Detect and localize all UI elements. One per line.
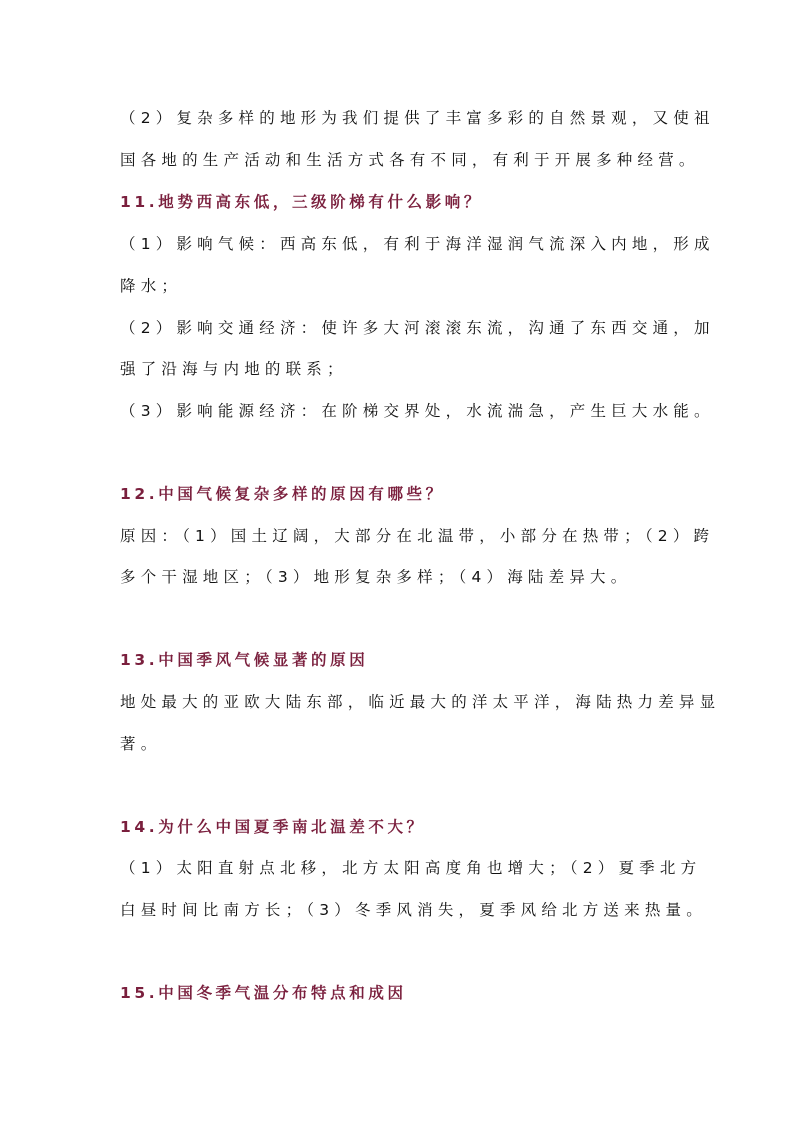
- paragraph-line: 原因：（1）国土辽阔，大部分在北温带，小部分在热带；（2）跨: [120, 527, 715, 545]
- section-heading: 14.为什么中国夏季南北温差不大？: [120, 818, 426, 836]
- paragraph-line: 著。: [120, 735, 162, 753]
- section-heading: 13.中国季风气候显著的原因: [120, 651, 369, 669]
- section-heading: 11.地势西高东低，三级阶梯有什么影响？: [120, 193, 483, 211]
- paragraph-line: （1）太阳直射点北移，北方太阳高度角也增大；（2）夏季北方: [120, 859, 702, 877]
- paragraph-line: 强了沿海与内地的联系；: [120, 360, 348, 378]
- paragraph-line: （2）复杂多样的地形为我们提供了丰富多彩的自然景观，又使祖: [120, 109, 715, 127]
- paragraph-line: 地处最大的亚欧大陆东部，临近最大的洋太平洋，海陆热力差异显: [120, 693, 721, 711]
- section-heading: 12.中国气候复杂多样的原因有哪些？: [120, 485, 445, 503]
- paragraph-line: 多个干湿地区；（3）地形复杂多样；（4）海陆差异大。: [120, 568, 632, 586]
- paragraph-line: （1）影响气候：西高东低，有利于海洋湿润气流深入内地，形成: [120, 235, 715, 253]
- paragraph-line: （2）影响交通经济：使许多大河滚滚东流，沟通了东西交通，加: [120, 319, 715, 337]
- paragraph-line: 降水；: [120, 277, 183, 295]
- paragraph-line: 白昼时间比南方长；（3）冬季风消失，夏季风给北方送来热量。: [120, 901, 707, 919]
- section-heading: 15.中国冬季气温分布特点和成因: [120, 984, 407, 1002]
- paragraph-line: （3）影响能源经济：在阶梯交界处，水流湍急，产生巨大水能。: [120, 402, 715, 420]
- paragraph-line: 国各地的生产活动和生活方式各有不同，有利于开展多种经营。: [120, 151, 700, 169]
